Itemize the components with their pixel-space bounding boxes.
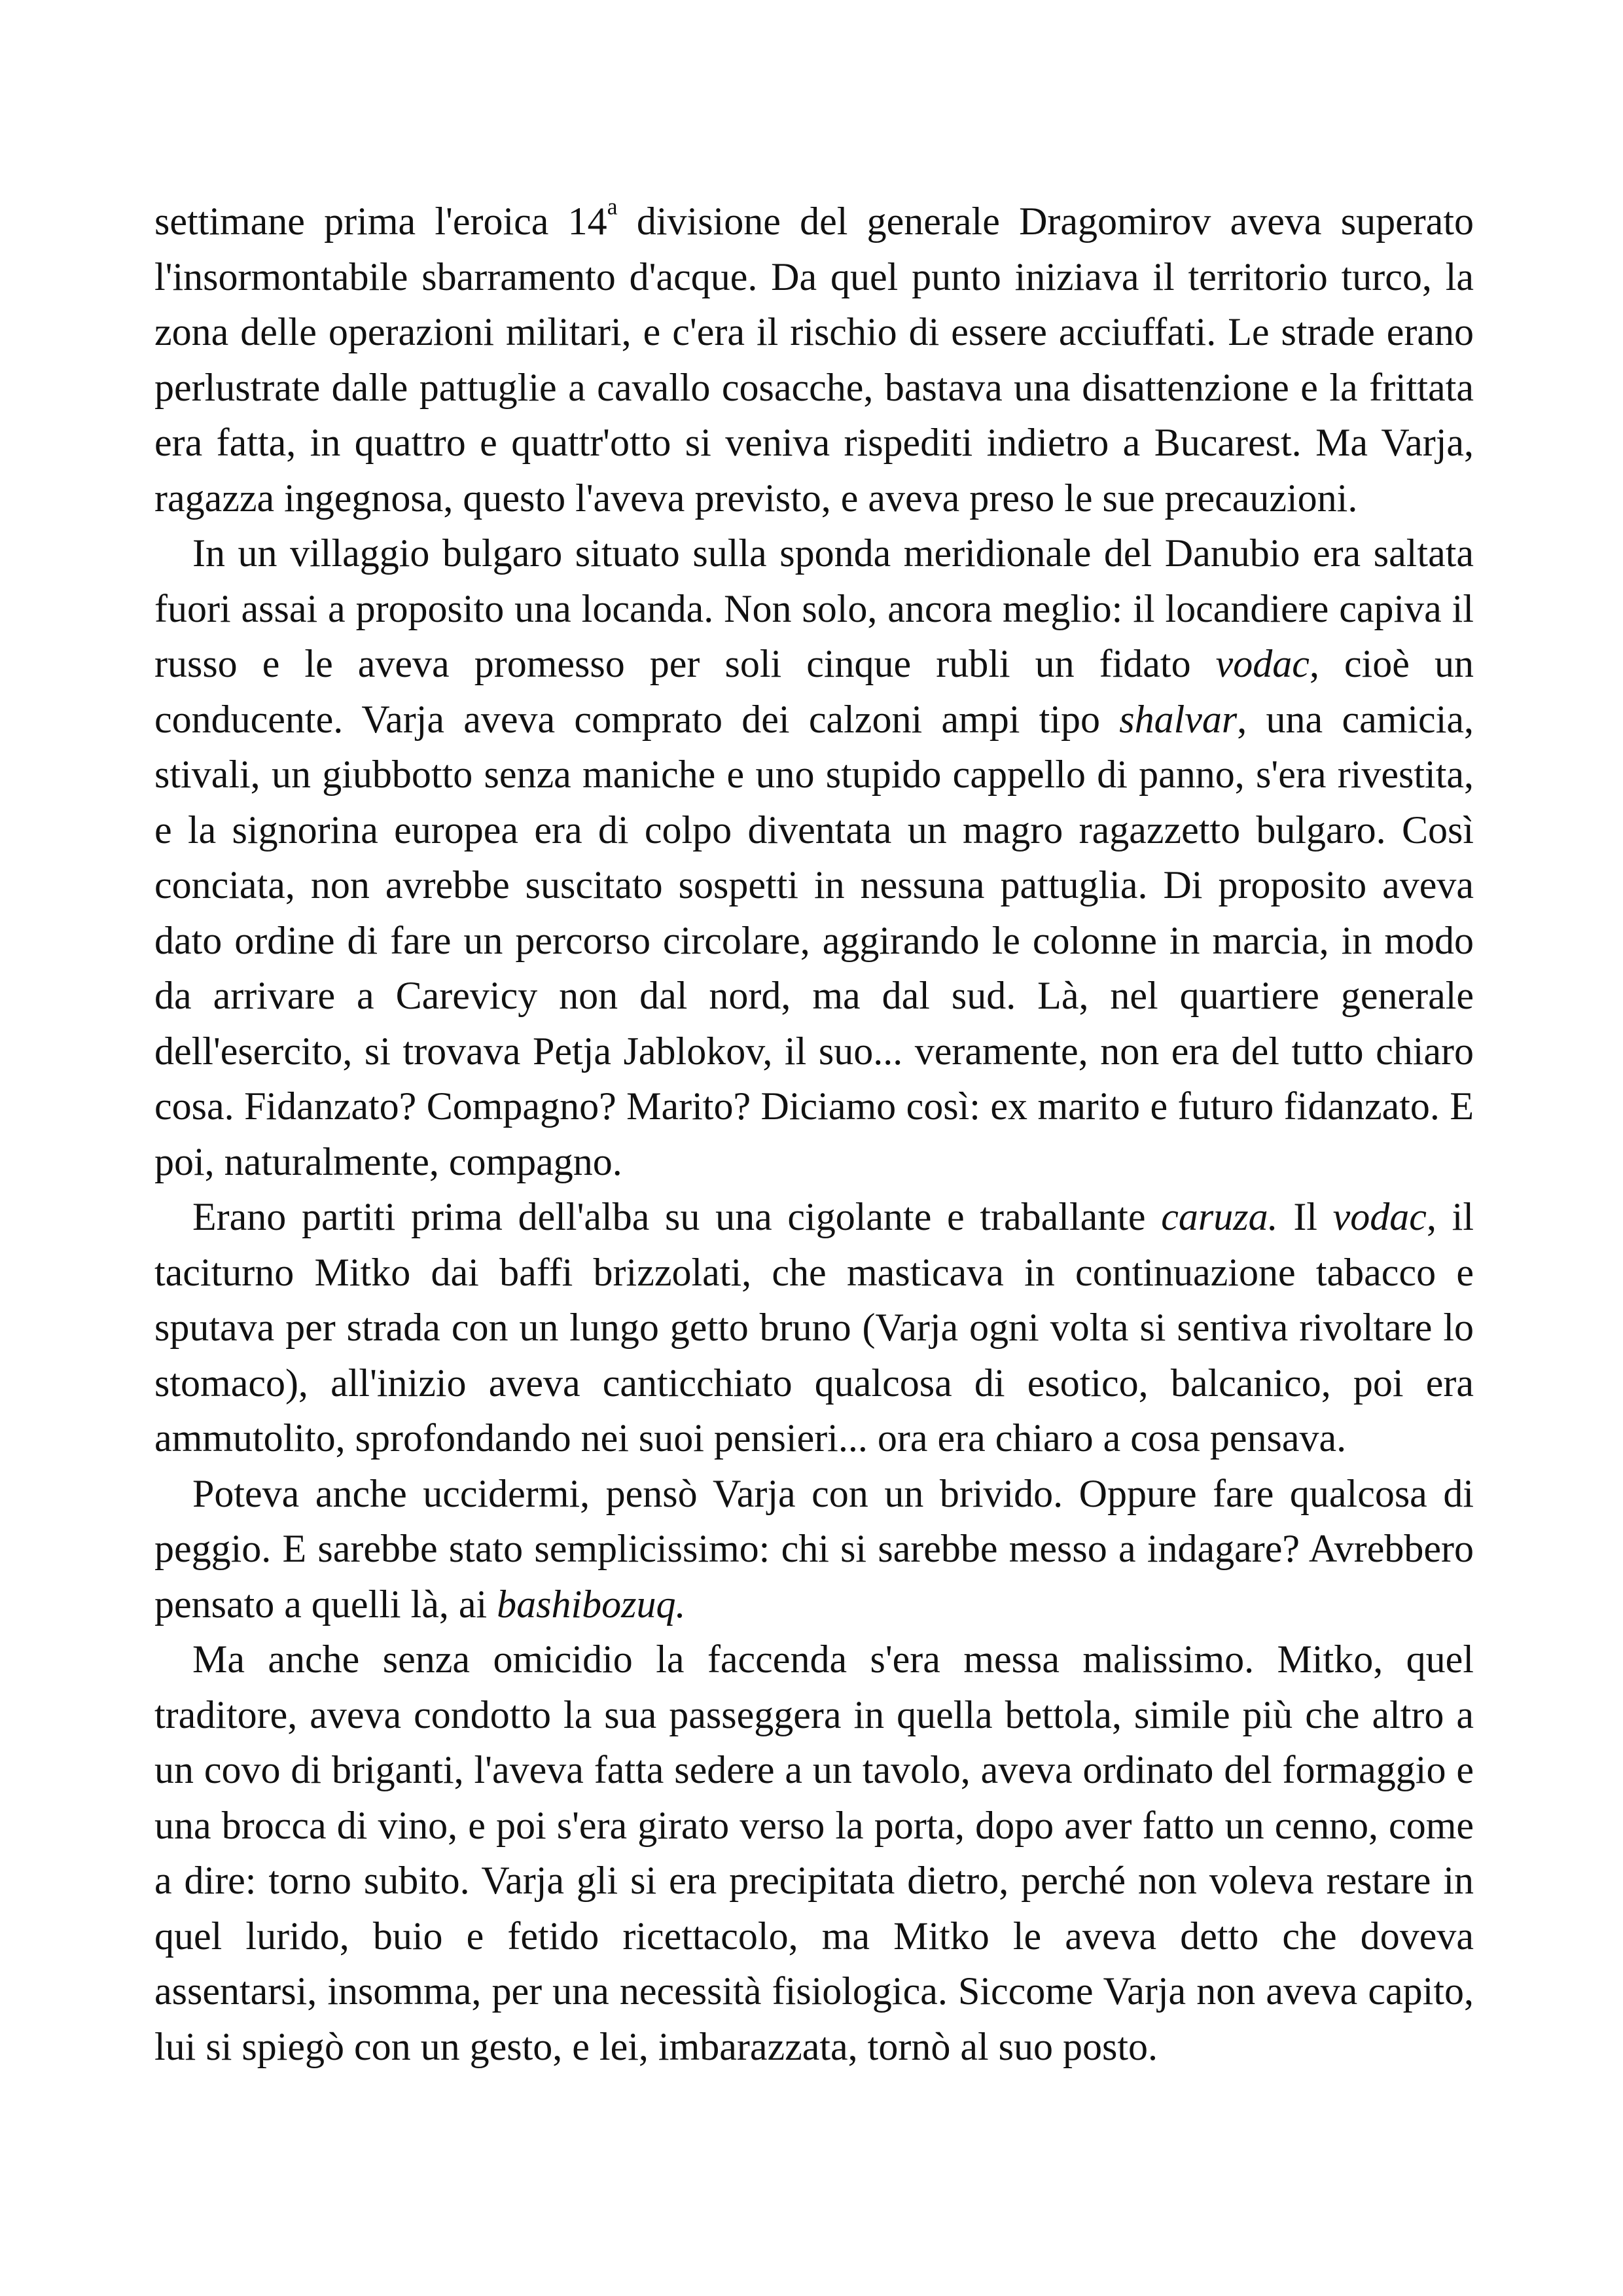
italic-term: vodac bbox=[1332, 1195, 1427, 1238]
text-run: , cioè un conducente. Varja aveva comprato dei calzoni ampi tipo bbox=[154, 642, 1474, 741]
italic-term: caruza. bbox=[1161, 1195, 1278, 1238]
italic-term: shalvar bbox=[1119, 697, 1238, 741]
paragraph-1 bbox=[154, 194, 1474, 526]
book-page bbox=[154, 194, 1474, 2074]
paragraph-3 bbox=[154, 1189, 1474, 1466]
paragraph-2 bbox=[154, 526, 1474, 1189]
text-run: settimane prima l'eroica 14 bbox=[154, 200, 607, 243]
paragraph-5 bbox=[154, 1632, 1474, 2074]
italic-term: bashibozuq. bbox=[497, 1582, 686, 1626]
ordinal-superscript: a bbox=[607, 193, 618, 220]
text-run: Il bbox=[1277, 1195, 1333, 1238]
text-run: Ma anche senza omicidio la faccenda s'era messa malissimo. Mitko, quel traditore, aveva condotto la sua passeggera in quella bettola, simile più che altro a un covo di briganti, l'aveva fatta sedere a un tavolo, aveva ordinato del formaggio e una brocca di vino, e poi s'era girato verso la porta, dopo aver fatto un cenno, come a dire: torno subito. Varja gli si era precipitata dietro, perché non voleva restare in quel lurido, buio e fetido ricettacolo, ma Mitko le aveva detto che doveva assentarsi, insomma, per una necessità fisiologica. Siccome Varja non aveva capito, lui si spiegò con un gesto, e lei, imbarazzata, tornò al suo posto. bbox=[154, 1638, 1474, 2068]
text-run: , il taciturno Mitko dai baffi brizzolati, che masticava in continuazione tabacco e sputava per strada con un lungo getto bruno (Varja ogni volta si sentiva rivoltare lo stomaco), all'inizio aveva canticchiato qualcosa di esotico, balcanico, poi era ammutolito, sprofondando nei suoi pensieri... ora era chiaro a cosa pensava. bbox=[154, 1195, 1474, 1460]
italic-term: vodac bbox=[1215, 642, 1310, 685]
paragraph-4 bbox=[154, 1466, 1474, 1632]
text-run: Poteva anche uccidermi, pensò Varja con un brivido. Oppure fare qualcosa di peggio. E sarebbe stato semplicissimo: chi si sarebbe messo a indagare? Avrebbero pensato a quelli là, ai bbox=[154, 1471, 1474, 1626]
text-run: , una camicia, stivali, un giubbotto senza maniche e uno stupido cappello di panno, s'era rivestita, e la signorina europea era di colpo diventata un magro ragazzetto bulgaro. Così conciata, non avrebbe suscitato sospetti in nessuna pattuglia. Di proposito aveva dato ordine di fare un percorso circolare, aggirando le colonne in marcia, in modo da arrivare a Carevicy non dal nord, ma dal sud. Là, nel quartiere generale dell'esercito, si trovava Petja Jablokov, il suo... veramente, non era del tutto chiaro cosa. Fidanzato? Compagno? Marito? Diciamo così: ex marito e futuro fidanzato. E poi, naturalmente, compagno. bbox=[154, 697, 1474, 1183]
text-run: Erano partiti prima dell'alba su una cigolante e traballante bbox=[192, 1195, 1162, 1238]
text-run: In un villaggio bulgaro situato sulla sponda meridionale del Danubio era saltata fuori assai a proposito una locanda. Non solo, ancora meglio: il locandiere capiva il russo e le aveva promesso per soli cinque rubli un fidato bbox=[154, 531, 1474, 685]
text-run: divisione del generale Dragomirov aveva superato l'insormontabile sbarramento d'acque. Da quel punto iniziava il territorio turco, la zona delle operazioni militari, e c'era il rischio di essere acciuffati. Le strade erano perlustrate dalle pattuglie a cavallo cosacche, bastava una disattenzione e la frittata era fatta, in quattro e quattr'otto si veniva rispediti indietro a Bucarest. Ma Varja, ragazza ingegnosa, questo l'aveva previsto, e aveva preso le sue precauzioni. bbox=[154, 200, 1474, 520]
